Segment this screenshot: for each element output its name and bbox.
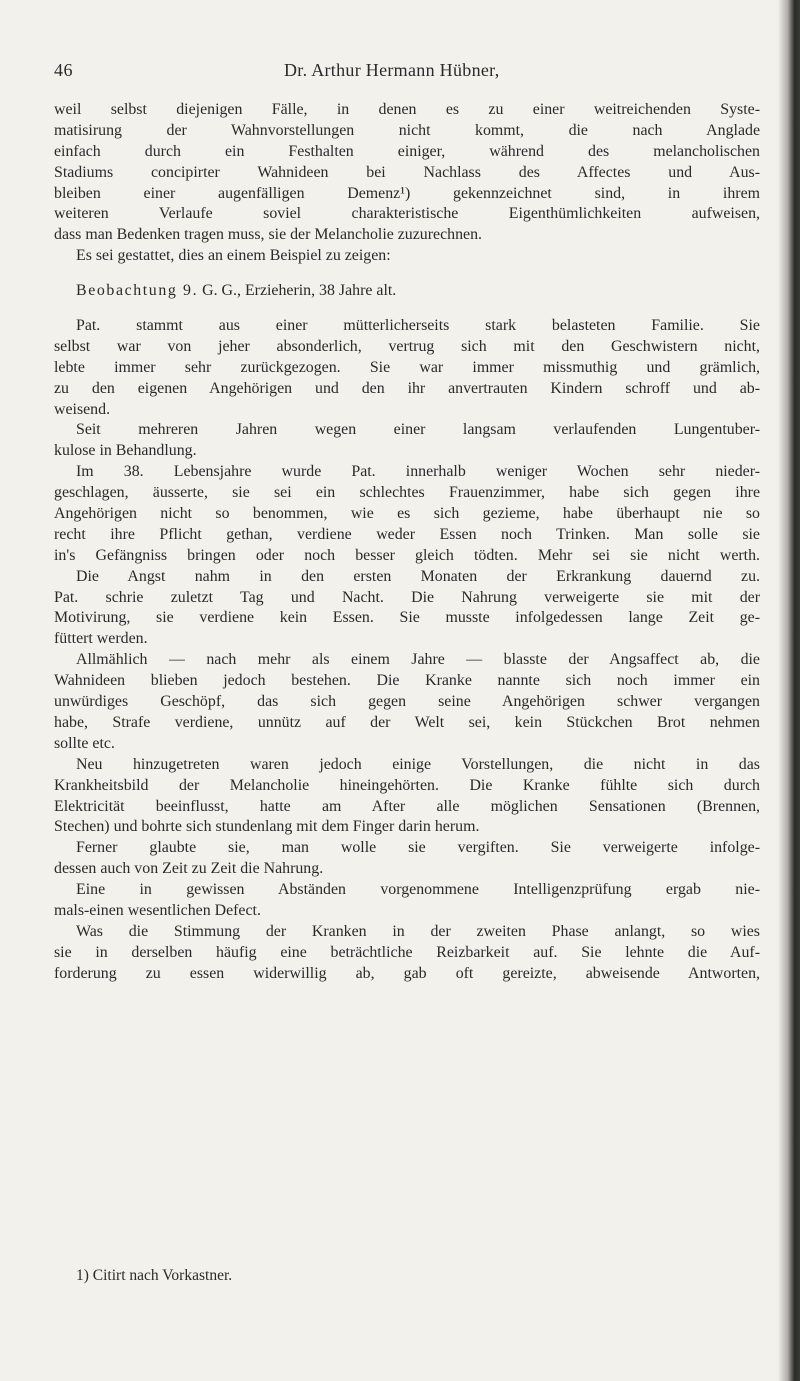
observation-heading — [54, 281, 760, 302]
case-line: recht ihre Pflicht gethan, verdiene weder Essen noch Trinken. Man solle sie — [54, 525, 760, 543]
text-line: einfach durch ein Festhalten einiger, während des melancholischen — [54, 142, 760, 160]
observation-subject: G. G., Erzieherin, 38 Jahre alt. — [202, 282, 397, 300]
case-line: in's Gefängniss bringen oder noch besser gleich tödten. Mehr sei sie nicht werth. — [54, 546, 760, 564]
case-line: habe, Strafe verdiene, unnütz auf der Welt sei, kein Stückchen Brot nehmen — [54, 713, 760, 731]
page-number: 46 — [54, 60, 73, 80]
case-line: mals-einen wesentlichen Defect. — [54, 901, 261, 919]
case-line: zu den eigenen Angehörigen und den ihr anvertrauten Kindern schroff und ab- — [54, 379, 760, 397]
case-line: Die Angst nahm in den ersten Monaten der Erkrankung dauernd zu. — [76, 567, 760, 585]
case-line: lebte immer sehr zurückgezogen. Sie war immer missmuthig und grämlich, — [54, 358, 760, 376]
case-line: Angehörigen nicht so benommen, wie es sich gezieme, habe überhaupt nie so — [54, 505, 760, 523]
case-line: sollte etc. — [54, 734, 115, 752]
case-line: Seit mehreren Jahren wegen einer langsam verlaufenden Lungentuber- — [76, 421, 760, 439]
text-line: Es sei gestattet, dies an einem Beispiel zu zeigen: — [76, 247, 391, 265]
case-line: Eine in gewissen Abständen vorgenommene Intelligenzprüfung ergab nie- — [76, 881, 760, 899]
case-line: Ferner glaubte sie, man wolle sie vergiften. Sie verweigerte infolge- — [76, 839, 760, 857]
text-line: matisirung der Wahnvorstellungen nicht kommt, die nach Anglade — [54, 121, 760, 139]
paragraph-gap — [54, 302, 760, 316]
case-line: dessen auch von Zeit zu Zeit die Nahrung. — [54, 860, 324, 878]
case-line: Elektricität beeinflusst, hatte am After alle möglichen Sensationen (Brennen, — [54, 797, 760, 815]
case-line: Neu hinzugetreten waren jedoch einige Vorstellungen, die nicht in das — [76, 755, 760, 773]
text-line: Stadiums concipirter Wahnideen bei Nachlass des Affectes und Aus- — [54, 163, 760, 181]
body-text — [54, 100, 760, 985]
case-line: geschlagen, äusserte, sie sei ein schlechtes Frauenzimmer, habe sich gegen ihre — [54, 484, 760, 502]
case-line: selbst war von jeher absonderlich, vertrug sich mit den Geschwistern nicht, — [54, 337, 760, 355]
footnote: 1) Citirt nach Vorkastner. — [76, 1267, 233, 1284]
page-header — [54, 60, 734, 86]
text-line: dass man Bedenken tragen muss, sie der Melancholie zuzurechnen. — [54, 226, 483, 244]
case-line: Krankheitsbild der Melancholie hineingehörten. Die Kranke fühlte sich durch — [54, 776, 760, 794]
text-line: weiteren Verlaufe soviel charakteristische Eigenthümlichkeiten aufweisen, — [54, 205, 760, 223]
case-line: forderung zu essen widerwillig ab, gab oft gereizte, abweisende Antworten, — [54, 964, 760, 982]
observation-label: Beobachtung 9. — [76, 282, 199, 300]
case-line: sie in derselben häufig eine beträchtliche Reizbarkeit auf. Sie lehnte die Auf- — [54, 943, 760, 961]
case-line: Stechen) und bohrte sich stundenlang mit dem Finger darin herum. — [54, 818, 480, 836]
page-binding-edge — [778, 0, 800, 1381]
case-line: Allmählich — nach mehr als einem Jahre — blasste der Angsaffect ab, die — [76, 651, 760, 669]
case-line: füttert werden. — [54, 630, 148, 648]
case-line: Wahnideen blieben jedoch bestehen. Die Kranke nannte sich noch immer ein — [54, 672, 760, 690]
case-line: Pat. schrie zuletzt Tag und Nacht. Die Nahrung verweigerte sie mit der — [54, 588, 760, 606]
text-line: weil selbst diejenigen Fälle, in denen es zu einer weitreichenden Syste- — [54, 101, 760, 118]
case-line: Pat. stammt aus einer mütterlicherseits stark belasteten Familie. Sie — [76, 317, 760, 335]
case-line: kulose in Behandlung. — [54, 442, 197, 460]
case-line: weisend. — [54, 400, 111, 418]
running-head: Dr. Arthur Hermann Hübner, — [284, 60, 500, 80]
case-line: Was die Stimmung der Kranken in der zweiten Phase anlangt, so wies — [76, 922, 760, 940]
case-line: unwürdiges Geschöpf, das sich gegen seine Angehörigen schwer vergangen — [54, 693, 760, 711]
text-line: bleiben einer augenfälligen Demenz¹) gekennzeichnet sind, in ihrem — [54, 184, 760, 202]
paragraph-gap — [54, 267, 760, 281]
case-line: Motivirung, sie verdiene kein Essen. Sie musste infolgedessen lange Zeit ge- — [54, 609, 760, 627]
case-line: Im 38. Lebensjahre wurde Pat. innerhalb weniger Wochen sehr nieder- — [76, 463, 760, 481]
